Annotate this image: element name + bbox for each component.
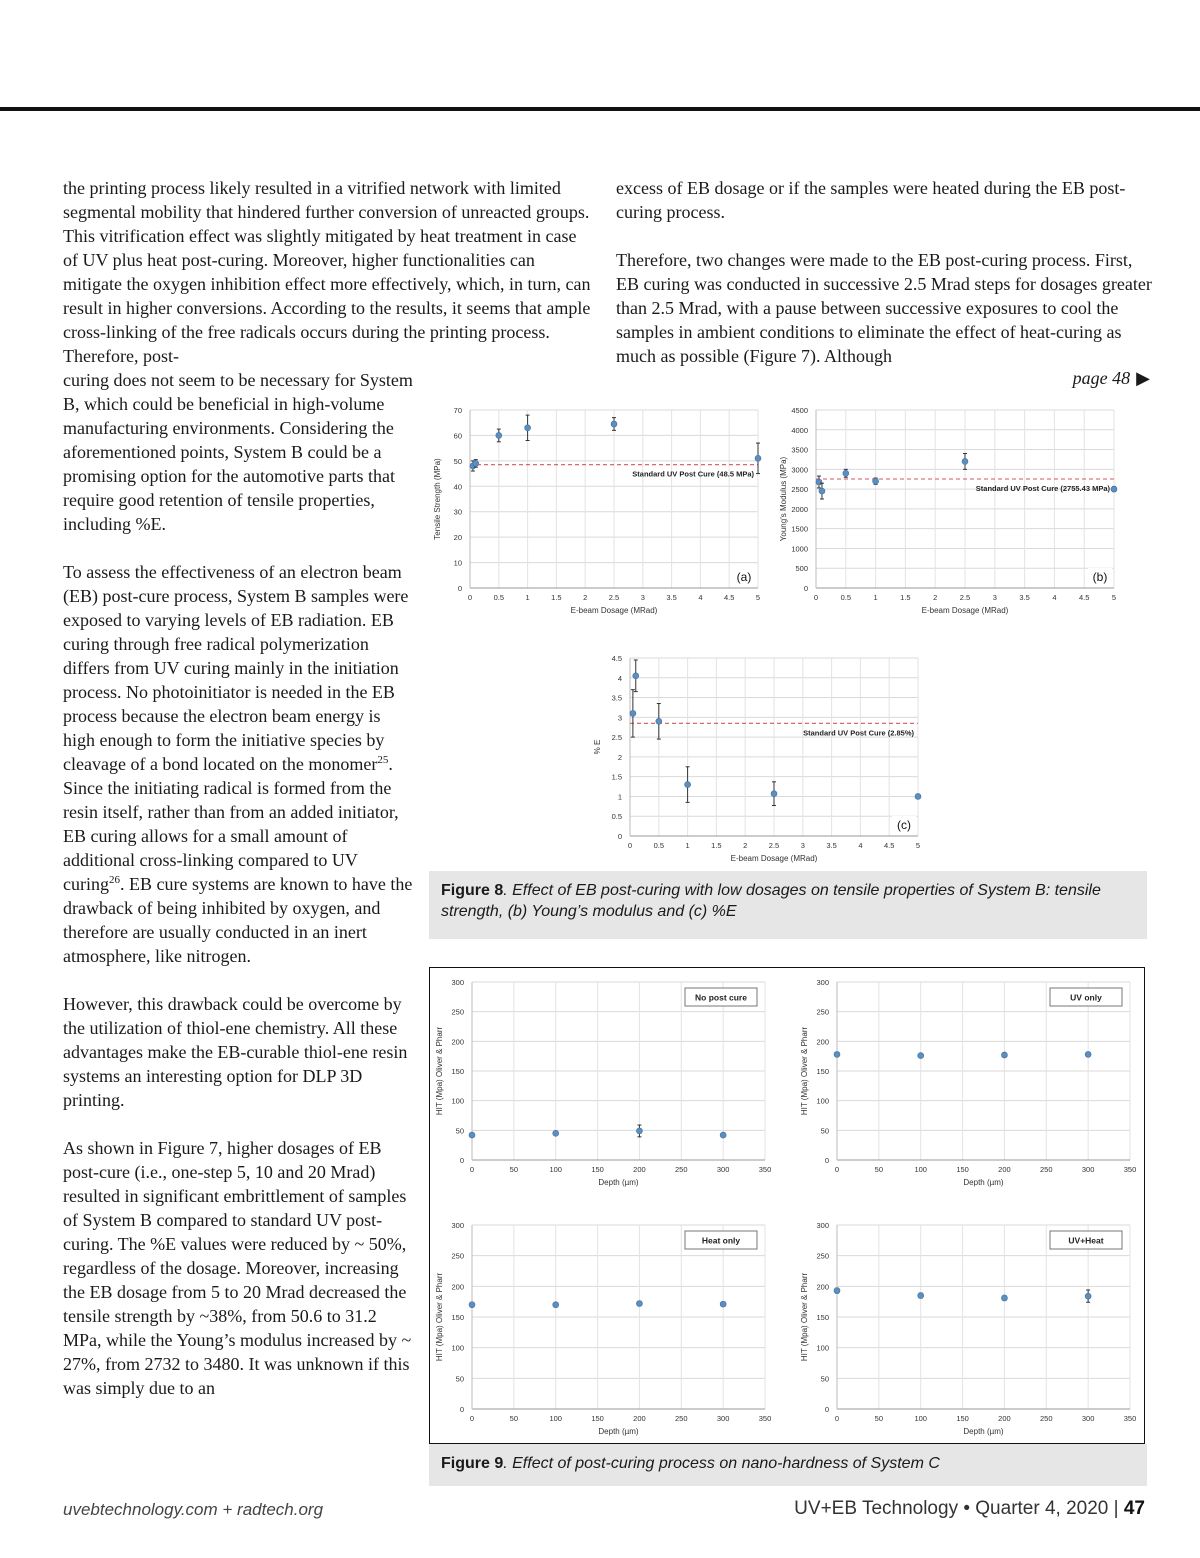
data-point [1085,1293,1091,1299]
y-tick-label: 1.5 [611,772,622,782]
x-tick-label: 3.5 [666,593,677,602]
y-tick-label: 300 [451,978,464,987]
data-point [843,470,849,476]
y-tick-label: 300 [816,1221,829,1230]
x-tick-label: 300 [716,1414,730,1423]
data-point [553,1130,559,1136]
y-tick-label: 20 [453,533,462,543]
data-point [630,710,636,716]
data-point [915,793,921,799]
y-tick-label: 50 [820,1374,829,1384]
y-tick-label: 100 [816,1343,829,1353]
y-tick-label: 4500 [791,406,808,415]
y-tick-label: 150 [451,1313,464,1322]
panel-label: (a) [736,570,752,584]
reference-line-label: Standard UV Post Cure (2.85%) [803,728,914,738]
figure8-label: Figure 8 [441,882,504,899]
x-tick-label: 250 [1040,1165,1053,1174]
x-tick-label: 350 [1123,1165,1137,1174]
y-tick-label: 200 [816,1037,829,1047]
y-tick-label: 50 [455,1374,464,1384]
x-tick-label: 4.5 [883,841,895,850]
x-tick-label: 50 [509,1165,519,1174]
y-tick-label: 3000 [791,465,808,475]
y-tick-label: 1 [617,792,622,802]
y-tick-label: 0 [459,1156,464,1165]
data-point [469,1302,475,1308]
data-point [1111,486,1117,492]
x-tick-label: 300 [1081,1414,1095,1423]
legend-label: No post cure [695,992,747,1003]
x-axis-title: Depth (µm) [598,1427,639,1436]
chart-fig9b [797,972,1142,1194]
y-axis-title: HIT (Mpa) Oliver & Pharr [800,1026,809,1116]
y-tick-label: 1000 [791,544,808,554]
x-tick-label: 2 [933,593,938,602]
left-column [63,368,413,1424]
x-tick-label: 0 [627,841,633,850]
y-tick-label: 2000 [791,504,808,514]
data-point [553,1302,559,1308]
x-tick-label: 4.5 [1078,593,1090,602]
x-tick-label: 3.5 [826,841,837,850]
citation-26: 26 [108,874,120,886]
paragraph-eb-part2: . Since the initiating radical is formed from the resin itself, rather than from an added initiator, EB curing allows for a small amount of additional cross-linking compared to UV curing [63,754,399,894]
x-tick-label: 4 [1052,593,1057,602]
y-axis-title: HIT (Mpa) Oliver & Pharr [435,1272,444,1362]
paragraph-eb-postcure [63,560,413,968]
x-tick-label: 350 [758,1165,772,1174]
legend-label: UV only [1070,992,1102,1003]
x-tick-label: 250 [1040,1414,1053,1423]
data-point [873,478,879,484]
paragraph-eb-part3: . EB cure systems are known to have the drawback of being inhibited by oxygen, and therefore are usually conducted in an inert atmosphere, like nitrogen. [63,874,413,966]
y-axis-title: Tensile Strength (MPa) [433,458,442,540]
y-tick-label: 50 [453,456,462,466]
x-tick-label: 4 [858,841,863,850]
citation-25: 25 [377,754,389,766]
legend-label: Heat only [701,1235,741,1246]
y-tick-label: 300 [816,978,829,987]
data-point [918,1053,924,1059]
chart-fig8b [776,400,1126,622]
x-axis-title: Depth (µm) [598,1178,639,1187]
data-point [918,1293,924,1299]
data-point [755,455,761,461]
x-tick-label: 300 [1081,1165,1095,1174]
panel-label: (b) [1092,570,1108,584]
x-tick-label: 200 [633,1414,646,1423]
x-tick-label: 100 [549,1165,562,1174]
y-tick-label: 250 [451,1251,464,1261]
paragraph-vitrification: the printing process likely resulted in a vitrified network with limited segmental mobility that hindered further conversion of unreacted groups. This vitrification effect was slightly mitigated by heat treatment in case of UV plus heat post-curing. Moreover, higher functionalities can mitigate the oxygen inhibition effect more effectively, which, in turn, can result in higher conversions. According to the results, it seems that ample cross-linking of the free radicals occurs during the printing process. Therefore, post- [63,178,591,366]
y-tick-label: 3 [617,713,622,723]
x-tick-label: 3 [992,593,997,602]
top-rule [0,107,1200,111]
x-tick-label: 200 [633,1165,646,1174]
x-tick-label: 1 [873,593,878,602]
x-tick-label: 0 [467,593,473,602]
figure9-caption-text: . Effect of post-curing process on nano-hardness of System C [503,1455,940,1472]
y-tick-label: 0 [617,832,622,841]
chart-fig9c [432,1215,777,1443]
y-tick-label: 250 [816,1007,829,1017]
y-tick-label: 0.5 [611,812,622,822]
y-tick-label: 60 [453,431,462,441]
x-tick-label: 5 [1111,593,1117,602]
y-tick-label: 4 [617,673,622,683]
x-tick-label: 250 [675,1414,688,1423]
y-tick-label: 200 [451,1037,464,1047]
y-tick-label: 150 [451,1067,464,1076]
y-tick-label: 50 [820,1126,829,1136]
paragraph-system-b: curing does not seem to be necessary for System B, which could be beneficial in high-volume manufacturing environments. Considering the aforementioned points, System B could be a promising option for the automotive parts that require good retention of tensile properties, including %E. [63,370,413,534]
right-column [616,176,1156,392]
y-tick-label: 100 [451,1096,464,1106]
x-tick-label: 2 [743,841,748,850]
y-tick-label: 150 [816,1067,829,1076]
y-tick-label: 100 [816,1096,829,1106]
y-tick-label: 30 [453,507,462,517]
y-tick-label: 0 [824,1156,829,1165]
x-tick-label: 2.5 [608,593,620,602]
reference-line-label: Standard UV Post Cure (2755.43 MPa) [975,484,1110,494]
x-tick-label: 3 [640,593,645,602]
x-tick-label: 0 [469,1414,475,1423]
x-tick-label: 4.5 [723,593,735,602]
x-tick-label: 3.5 [1019,593,1030,602]
data-point [473,460,479,466]
figure9-caption [429,1444,1147,1486]
y-tick-label: 200 [816,1282,829,1292]
reference-line-label: Standard UV Post Cure (48.5 MPa) [632,469,754,479]
data-point [636,1128,642,1134]
x-axis-title: E-beam Dosage (MRad) [730,854,818,863]
x-tick-label: 300 [716,1165,730,1174]
data-point [816,479,822,485]
data-point [819,488,825,494]
x-tick-label: 350 [758,1414,772,1423]
continued-page-link[interactable] [1040,368,1150,389]
x-tick-label: 250 [675,1165,688,1174]
y-tick-label: 4000 [791,425,808,435]
data-point [525,425,531,431]
x-tick-label: 1 [525,593,530,602]
y-axis-title: Young's Modulus (MPa) [779,456,788,542]
x-tick-label: 0 [834,1165,840,1174]
y-tick-label: 0 [803,584,808,593]
y-tick-label: 150 [816,1313,829,1322]
x-tick-label: 0.5 [840,593,852,602]
footer-publication [794,1498,1145,1520]
x-tick-label: 2.5 [959,593,971,602]
y-tick-label: 2.5 [611,733,622,743]
data-point [656,718,662,724]
x-tick-label: 1.5 [551,593,562,602]
y-tick-label: 4.5 [611,654,622,663]
figure8-caption [429,871,1147,939]
x-tick-label: 350 [1123,1414,1137,1423]
paragraph-excess-dosage: excess of EB dosage or if the samples were heated during the EB post-curing process. [616,178,1126,222]
chart-fig8c [590,648,930,870]
y-tick-label: 3.5 [611,693,622,703]
y-tick-label: 300 [451,1221,464,1230]
data-point [496,432,502,438]
y-tick-label: 0 [457,584,462,593]
y-tick-label: 10 [453,558,462,568]
figure9-label: Figure 9 [441,1455,504,1472]
data-point [962,458,968,464]
x-tick-label: 0 [469,1165,475,1174]
x-tick-label: 5 [915,841,921,850]
y-tick-label: 2500 [791,485,808,495]
paragraph-figure7: As shown in Figure 7, higher dosages of EB post-cure (i.e., one-step 5, 10 and 20 Mrad) resulted in significant embrittlement of samples of System B compared to standard UV post-curing. The %E values were reduced by ~ 50%, regardless of the dosage. Moreover, increasing the EB dosage from 5 to 20 Mrad decreased the tensile strength by ~38%, from 50.6 to 31.2 MPa, while the Young’s modulus increased by ~ 27%, from 2732 to 3480. It was unknown if this was simply due to an [63,1138,412,1398]
y-tick-label: 1500 [791,524,808,534]
x-tick-label: 150 [956,1165,969,1174]
y-tick-label: 50 [455,1126,464,1136]
x-tick-label: 100 [914,1414,927,1423]
data-point [1085,1051,1091,1057]
chart-fig9d [797,1215,1142,1443]
y-tick-label: 40 [453,482,462,492]
y-tick-label: 250 [816,1251,829,1261]
x-tick-label: 200 [998,1165,1011,1174]
chart-fig8a [430,400,770,622]
x-axis-title: Depth (µm) [963,1178,1004,1187]
y-axis-title: HIT (Mpa) Oliver & Pharr [800,1272,809,1362]
page-number: 47 [1123,1498,1145,1519]
y-tick-label: 200 [451,1282,464,1292]
x-axis-title: E-beam Dosage (MRad) [921,606,1009,615]
x-tick-label: 0.5 [493,593,505,602]
x-axis-title: E-beam Dosage (MRad) [570,606,658,615]
x-tick-label: 150 [956,1414,969,1423]
x-tick-label: 50 [874,1165,884,1174]
x-tick-label: 2 [583,593,588,602]
x-tick-label: 5 [755,593,761,602]
x-tick-label: 1.5 [711,841,722,850]
footer-issue: UV+EB Technology • Quarter 4, 2020 | [794,1498,1124,1519]
x-tick-label: 4 [698,593,703,602]
play-arrow-icon: ▶ [1136,368,1150,388]
y-axis-title: % E [593,739,602,755]
data-point [1001,1295,1007,1301]
x-tick-label: 150 [591,1414,604,1423]
data-point [1001,1052,1007,1058]
data-point [720,1132,726,1138]
y-tick-label: 70 [453,406,462,415]
y-tick-label: 3500 [791,445,808,455]
data-point [636,1301,642,1307]
data-point [469,1132,475,1138]
x-tick-label: 1.5 [900,593,911,602]
page-ref-label: page 48 [1072,368,1131,388]
paragraph-two-changes: Therefore, two changes were made to the EB post-curing process. First, EB curing was conducted in successive 2.5 Mrad steps for dosages greater than 2.5 Mrad, with a pause between successive exposures to cool the samples in ambient conditions to eliminate the effect of heat-curing as much as possible (Figure 7). Although [616,250,1152,366]
y-tick-label: 500 [795,564,808,574]
legend-label: UV+Heat [1068,1235,1104,1246]
x-tick-label: 2.5 [768,841,780,850]
figure8-caption-text: . Effect of EB post-curing with low dosages on tensile properties of System B: tensile strength, (b) Young’s modulus and (c) %E [441,882,1101,920]
x-tick-label: 50 [509,1414,519,1423]
data-point [633,673,639,679]
panel-label: (c) [897,818,911,832]
x-tick-label: 0 [813,593,819,602]
x-tick-label: 1 [685,841,690,850]
y-tick-label: 0 [824,1405,829,1414]
y-tick-label: 2 [617,752,622,762]
data-point [685,782,691,788]
left-column-top-text [63,176,593,392]
data-point [611,421,617,427]
x-tick-label: 200 [998,1414,1011,1423]
data-point [720,1301,726,1307]
paragraph-thiol-ene: However, this drawback could be overcome by the utilization of thiol-ene chemistry. All these advantages make the EB-curable thiol-ene resin systems an interesting option for DLP 3D printing. [63,994,408,1110]
x-tick-label: 150 [591,1165,604,1174]
data-point [834,1288,840,1294]
footer-websites: uvebtechnology.com + radtech.org [63,1500,324,1519]
x-tick-label: 100 [549,1414,562,1423]
chart-fig9a [432,972,777,1194]
x-tick-label: 100 [914,1165,927,1174]
data-point [771,791,777,797]
x-tick-label: 0 [834,1414,840,1423]
x-tick-label: 50 [874,1414,884,1423]
data-point [834,1051,840,1057]
x-tick-label: 0.5 [653,841,665,850]
y-tick-label: 0 [459,1405,464,1414]
x-tick-label: 3 [800,841,805,850]
paragraph-eb-part1: To assess the effectiveness of an electron beam (EB) post-cure process, System B samples were exposed to varying levels of EB radiation. EB curing through free radical polymerization differs from UV curing mainly in the initiation process. No photoinitiator is needed in the EB process because the electron beam energy is high enough to form the initiative species by cleavage of a bond located on the monomer [63,562,409,774]
y-tick-label: 100 [451,1343,464,1353]
x-axis-title: Depth (µm) [963,1427,1004,1436]
y-tick-label: 250 [451,1007,464,1017]
y-axis-title: HIT (Mpa) Oliver & Pharr [435,1026,444,1116]
